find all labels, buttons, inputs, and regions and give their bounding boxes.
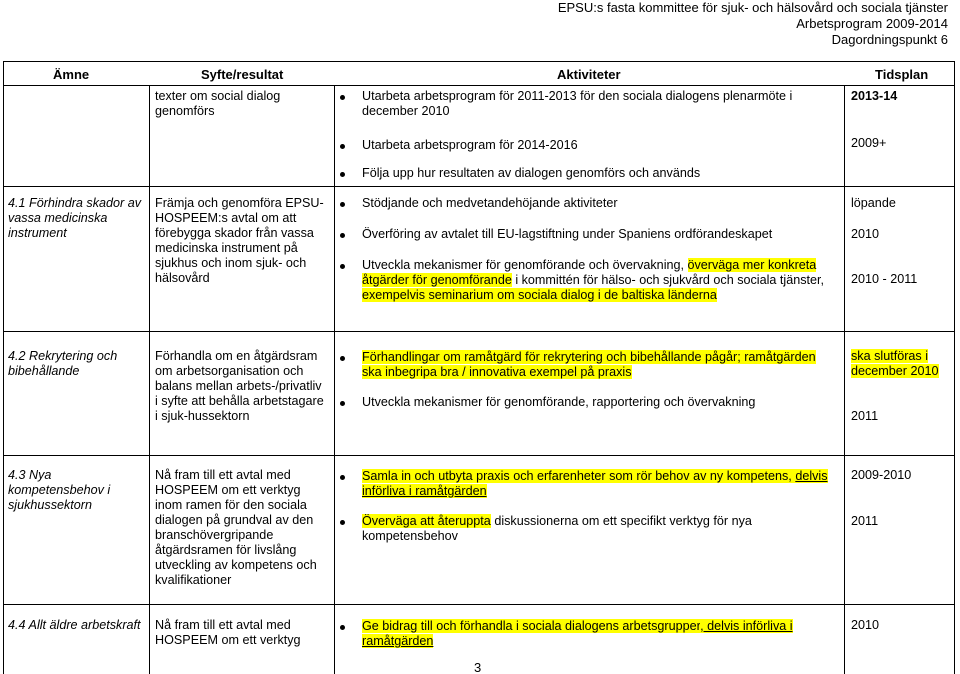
bullet-icon — [340, 475, 345, 480]
bullet-icon — [340, 144, 345, 149]
topic-cell: 4.2 Rekrytering och bibehållande — [8, 349, 118, 378]
column-divider — [844, 86, 845, 674]
purpose-cell: Nå fram till ett avtal med HOSPEEM om ett verktyg inom ramen för den sociala dialogen på grundval av den branschövergripande åtgärdsramen för livslång utveckling av kompetens och kvalifikationer — [155, 468, 317, 587]
highlighted-text: Förhandlingar om ramåtgärd för rekrytering och bibehållande pågår; ramåtgärden ska inbegripa bra / innovativa exempel på praxis — [362, 350, 816, 379]
timeline-highlighted: ska slutföras i december 2010 — [851, 349, 939, 378]
page-number: 3 — [474, 660, 482, 674]
topic-cell: 4.3 Nya kompetensbehov i sjukhussektorn — [8, 468, 111, 512]
bullet-icon — [340, 95, 345, 100]
activity-item: Utarbeta arbetsprogram för 2011-2013 för den sociala dialogens plenarmöte i december 2010 — [362, 89, 832, 119]
bullet-icon — [340, 625, 345, 630]
header-program: Arbetsprogram 2009-2014 — [796, 16, 948, 31]
bullet-icon — [340, 356, 345, 361]
purpose-cell: texter om social dialog genomförs — [155, 89, 281, 118]
timeline-value: 2010 — [851, 618, 880, 632]
timeline-value: 2011 — [851, 514, 879, 528]
highlighted-text: överväga mer konkreta åtgärder för genomförande — [362, 258, 817, 287]
timeline-value: 2013-14 — [851, 89, 898, 103]
column-header-purpose: Syfte/resultat — [201, 67, 284, 82]
activity-item — [362, 350, 832, 380]
activity-item — [362, 469, 832, 499]
header-committee: EPSU:s fasta kommittee för sjuk- och hälsovård och sociala tjänster — [557, 0, 948, 15]
row-divider — [4, 186, 954, 187]
row-divider — [4, 331, 954, 332]
bullet-icon — [340, 264, 345, 269]
bullet-icon — [340, 202, 345, 207]
timeline-value: löpande — [851, 196, 896, 210]
column-divider — [149, 86, 150, 674]
column-header-activities: Aktiviteter — [557, 67, 621, 82]
highlighted-underlined-text: , delvis införliva i ramåtgärden — [362, 619, 793, 648]
header-agenda-item: Dagordningspunkt 6 — [831, 32, 948, 47]
row-divider — [4, 455, 954, 456]
activity-item: Utarbeta arbetsprogram för 2014-2016 — [362, 138, 832, 153]
highlighted-text: Ge bidrag till och förhandla i sociala dialogens arbetsgrupper — [362, 619, 701, 633]
purpose-cell: Nå fram till ett avtal med HOSPEEM om ett verktyg — [155, 618, 301, 647]
activity-item — [362, 619, 832, 649]
highlighted-text: Överväga att återuppta — [362, 514, 491, 528]
activity-item: Följa upp hur resultaten av dialogen genomförs och används — [362, 166, 832, 181]
activity-item: Utveckla mekanismer för genomförande och övervakning, överväga mer konkreta åtgärder för genomförande i kommittén för hälso- och sjukvård och sociala tjänster, exempelvis seminarium om sociala dialog i de baltiska länderna — [362, 258, 832, 303]
highlighted-underlined-text: delvis införliva i ramåtgärden — [362, 469, 828, 498]
column-header-topic: Ämne — [53, 67, 90, 82]
activity-item: Utveckla mekanismer för genomförande, rapportering och övervakning — [362, 395, 832, 410]
activity-item: Överföring av avtalet till EU-lagstiftning under Spaniens ordförandeskapet — [362, 227, 832, 242]
activity-item: Stödjande och medvetandehöjande aktiviteter — [362, 196, 832, 211]
timeline-value: 2011 — [851, 409, 879, 423]
highlighted-text: Samla in och utbyta praxis och erfarenheter som rör behov av ny kompetens, — [362, 469, 796, 483]
work-program-table — [3, 61, 955, 674]
bullet-icon — [340, 401, 345, 406]
purpose-cell: Främja och genomföra EPSU-HOSPEEM:s avtal om att förebygga skador från vassa medicinska instrument på sjukhus och inom sjuk- och hälsovård — [155, 196, 324, 285]
bullet-icon — [340, 233, 345, 238]
timeline-value: 2010 - 2011 — [851, 272, 918, 286]
timeline-value: 2010 — [851, 227, 880, 241]
column-divider — [334, 86, 335, 674]
purpose-cell: Förhandla om en åtgärdsram om arbetsorganisation och balans mellan arbets-/privatliv i syfte att behålla arbetstagare i sjuk-hussektorn — [155, 349, 324, 423]
topic-cell: 4.1 Förhindra skador av vassa medicinska instrument — [8, 196, 142, 240]
table-header-row — [4, 62, 954, 86]
activity-item: Överväga att återuppta diskussionerna om ett specifikt verktyg för nya kompetensbehov — [362, 514, 832, 544]
column-header-timeline: Tidsplan — [875, 67, 929, 82]
timeline-value: 2009+ — [851, 136, 887, 150]
bullet-icon — [340, 520, 345, 525]
highlighted-text: exempelvis seminarium om sociala dialog i de baltiska länderna — [362, 288, 717, 302]
row-divider — [4, 604, 954, 605]
timeline-value: 2009-2010 — [851, 468, 912, 482]
topic-cell: 4.4 Allt äldre arbetskraft — [8, 618, 141, 632]
bullet-icon — [340, 172, 345, 177]
document-header — [558, 0, 948, 48]
